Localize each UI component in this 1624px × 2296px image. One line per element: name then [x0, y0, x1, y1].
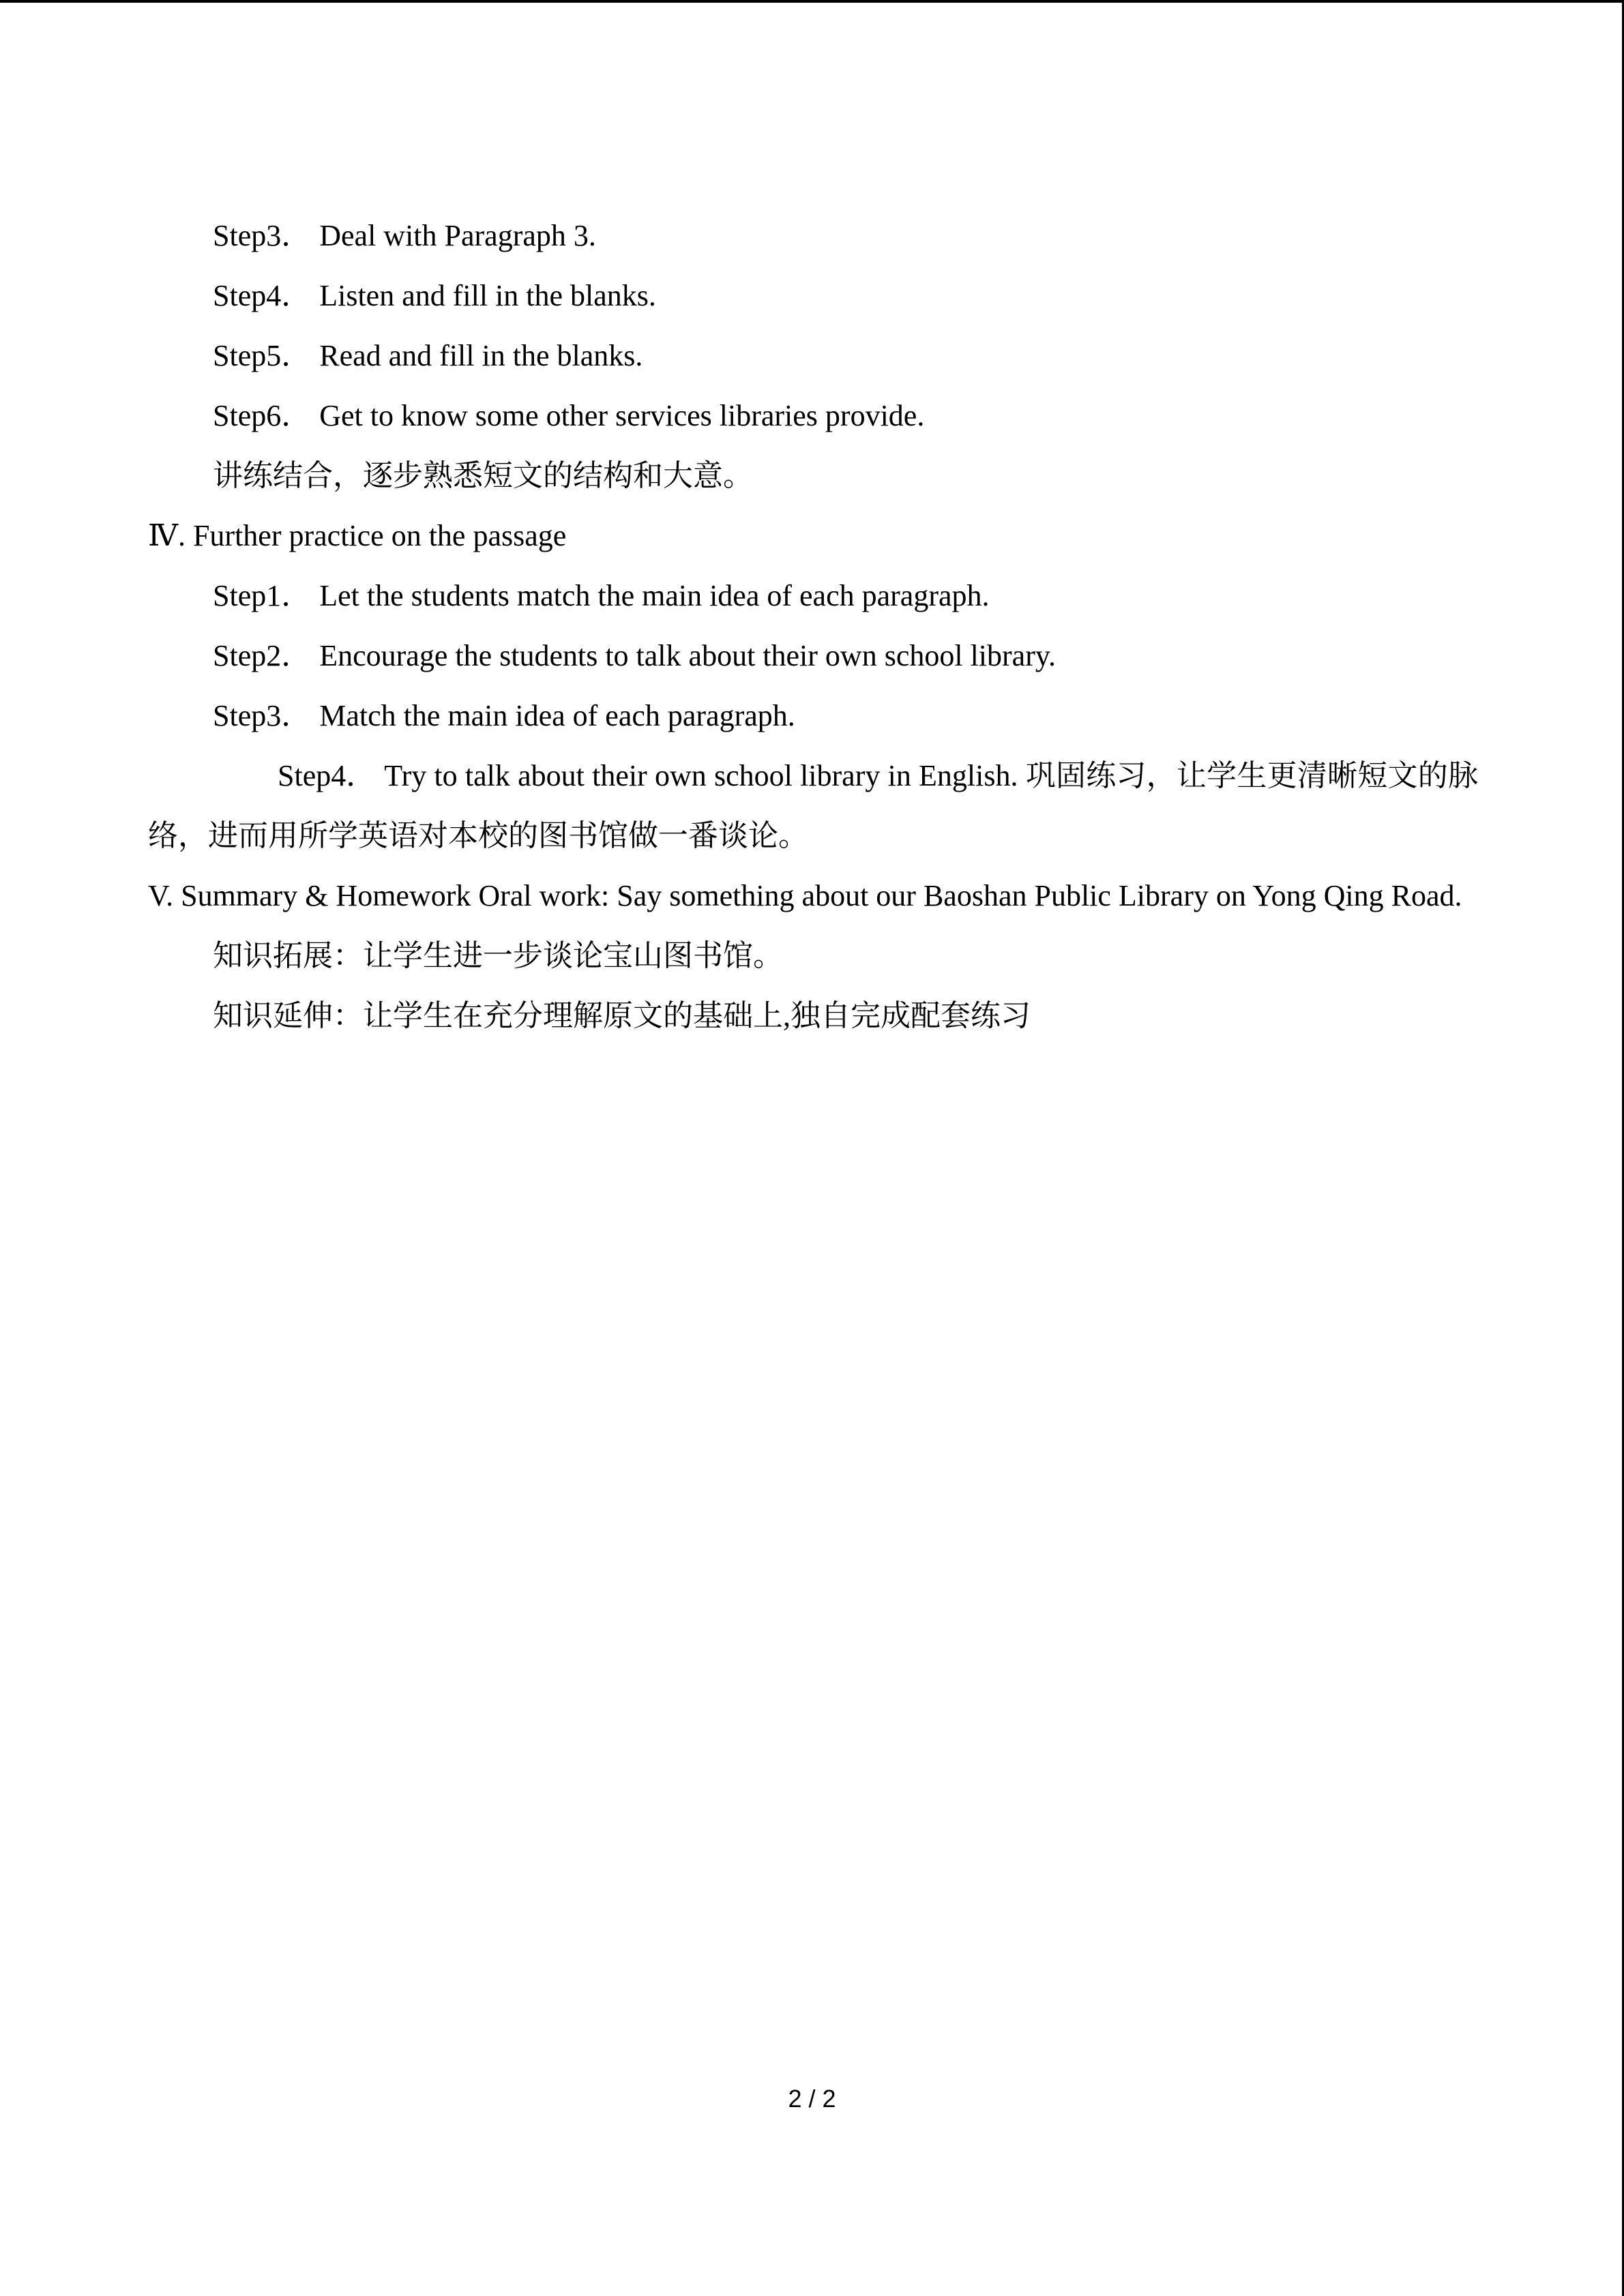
teaching-note: 讲练结合，逐步熟悉短文的结构和大意。 — [213, 459, 753, 492]
teaching-note: 知识延伸：让学生在充分理解原文的基础上,独自完成配套练习 — [213, 999, 1031, 1032]
step-text: Match the main idea of each paragraph. — [319, 699, 795, 732]
step-label: Step1． — [213, 579, 312, 612]
step-text: Get to know some other services libraries provide. — [319, 399, 925, 432]
step-item — [148, 686, 1478, 746]
teaching-note: 知识拓展：让学生进一步谈论宝山图书馆。 — [213, 939, 783, 972]
step-text: Let the students match the main idea of each paragraph. — [319, 579, 990, 612]
step-label: Step4． — [213, 279, 312, 312]
step-text: Listen and fill in the blanks. — [319, 279, 656, 312]
step-item — [148, 566, 1478, 626]
step-text: Deal with Paragraph 3. — [319, 219, 596, 252]
step-label: Step3． — [213, 219, 312, 252]
step-item — [148, 266, 1478, 326]
step-item — [148, 386, 1478, 446]
step-item — [148, 626, 1478, 686]
page-number: 2 / 2 — [788, 2085, 836, 2113]
step-text: Encourage the students to talk about their own school library. — [319, 639, 1056, 672]
step-item — [148, 206, 1478, 266]
step-label: Step6． — [213, 399, 312, 432]
section-heading: Ⅳ. Further practice on the passage — [148, 519, 567, 552]
section-heading: V. Summary & Homework Oral work: Say something about our Baoshan Public Library on Yong Qing Road. — [148, 879, 1462, 912]
step-label: Step2． — [213, 639, 312, 672]
step-text: Try to talk about their own school library in English. 巩固练习，让学生更清晰短文的脉络，进而用所学英语对本校的图书馆做一番谈论。 — [148, 759, 1478, 852]
step-item — [148, 326, 1478, 386]
step-text: Read and fill in the blanks. — [319, 339, 643, 372]
step-item — [148, 746, 1478, 866]
step-label: Step3． — [213, 699, 312, 732]
step-label: Step4． — [278, 759, 377, 792]
document-body — [148, 206, 1478, 1046]
step-label: Step5． — [213, 339, 312, 372]
